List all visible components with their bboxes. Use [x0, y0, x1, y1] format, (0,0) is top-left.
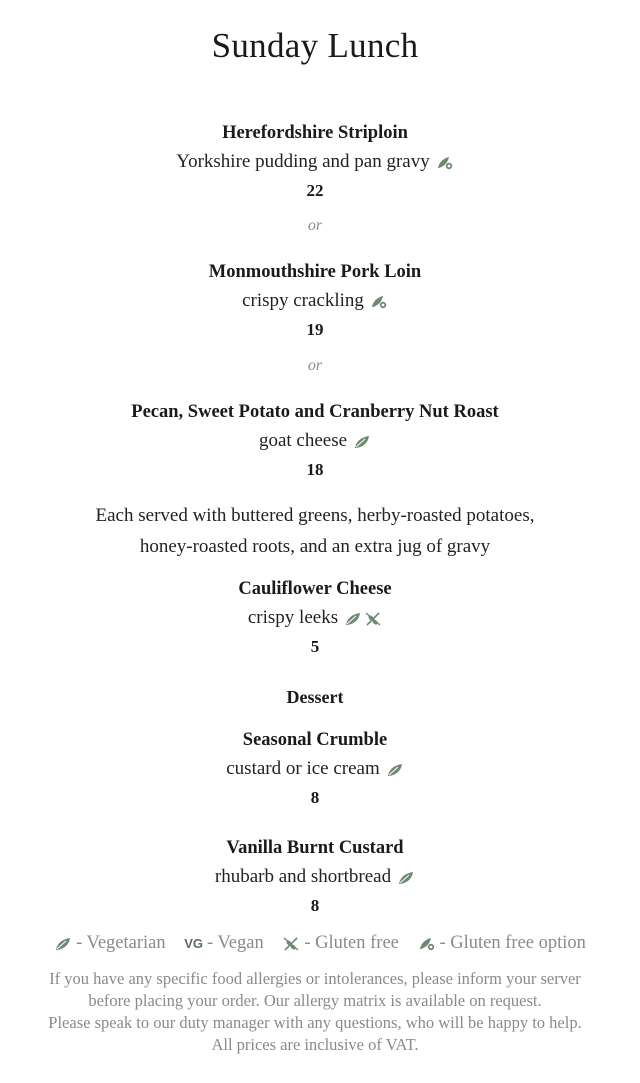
legend-gluten-free-option: - Gluten free option — [418, 933, 586, 954]
dish-description: rhubarb and shortbread — [0, 865, 630, 889]
menu-item-seasonal-crumble — [0, 728, 630, 809]
gluten-free-icon — [364, 611, 382, 627]
menu-item-striploin — [0, 121, 630, 202]
page-title: Sunday Lunch — [211, 26, 419, 65]
dish-price: 8 — [310, 788, 320, 807]
legend-gluten-free: - Gluten free — [282, 933, 399, 954]
dish-name: Monmouthshire Pork Loin — [208, 262, 422, 282]
dish-price: 19 — [306, 320, 324, 339]
legend-vegetarian: - Vegetarian — [54, 933, 166, 954]
dish-price: 8 — [310, 896, 320, 915]
or-separator: or — [307, 217, 323, 234]
legend-vegan: VG - Vegan — [184, 933, 264, 953]
dish-description: goat cheese — [0, 429, 630, 453]
dish-name: Cauliflower Cheese — [238, 579, 392, 599]
gluten-free-option-icon — [370, 294, 388, 310]
gluten-free-icon — [282, 936, 300, 952]
dish-description: custard or ice cream — [0, 757, 630, 781]
dietary-legend — [0, 933, 640, 954]
allergy-footer: If you have any specific food allergies or intolerances, please inform your server before placing your order. Our allergy matrix is available on request. Please speak to our duty manager with any questions, who will be happy to help. All prices are inclusive of VAT. — [48, 969, 582, 1054]
dessert-heading: Dessert — [286, 687, 344, 707]
dish-description: crispy leeks — [0, 606, 630, 630]
gluten-free-option-icon — [418, 936, 436, 952]
vegetarian-icon — [54, 936, 72, 952]
dish-price: 18 — [306, 460, 324, 479]
menu-item-vanilla-burnt-custard — [0, 836, 630, 917]
vegetarian-icon — [397, 870, 415, 886]
dish-name: Pecan, Sweet Potato and Cranberry Nut Roast — [131, 402, 499, 422]
menu-item-pork-loin — [0, 260, 630, 341]
dish-name: Seasonal Crumble — [242, 730, 388, 750]
menu-item-nut-roast — [0, 400, 630, 481]
or-separator: or — [307, 357, 323, 374]
dish-name: Herefordshire Striploin — [222, 123, 408, 143]
vegetarian-icon — [344, 611, 362, 627]
dish-name: Vanilla Burnt Custard — [226, 838, 404, 858]
dish-description: crispy crackling — [0, 289, 630, 313]
gluten-free-option-icon — [436, 155, 454, 171]
menu-item-cauliflower-cheese — [0, 577, 630, 658]
dish-price: 22 — [306, 181, 324, 200]
served-with-note: Each served with buttered greens, herby-roasted potatoes, honey-roasted roots, and an extra jug of gravy — [95, 505, 535, 557]
vegetarian-icon — [353, 434, 371, 450]
dish-description: Yorkshire pudding and pan gravy — [0, 150, 630, 174]
dish-price: 5 — [310, 637, 320, 656]
vegetarian-icon — [386, 762, 404, 778]
vegan-icon: VG — [184, 936, 204, 951]
